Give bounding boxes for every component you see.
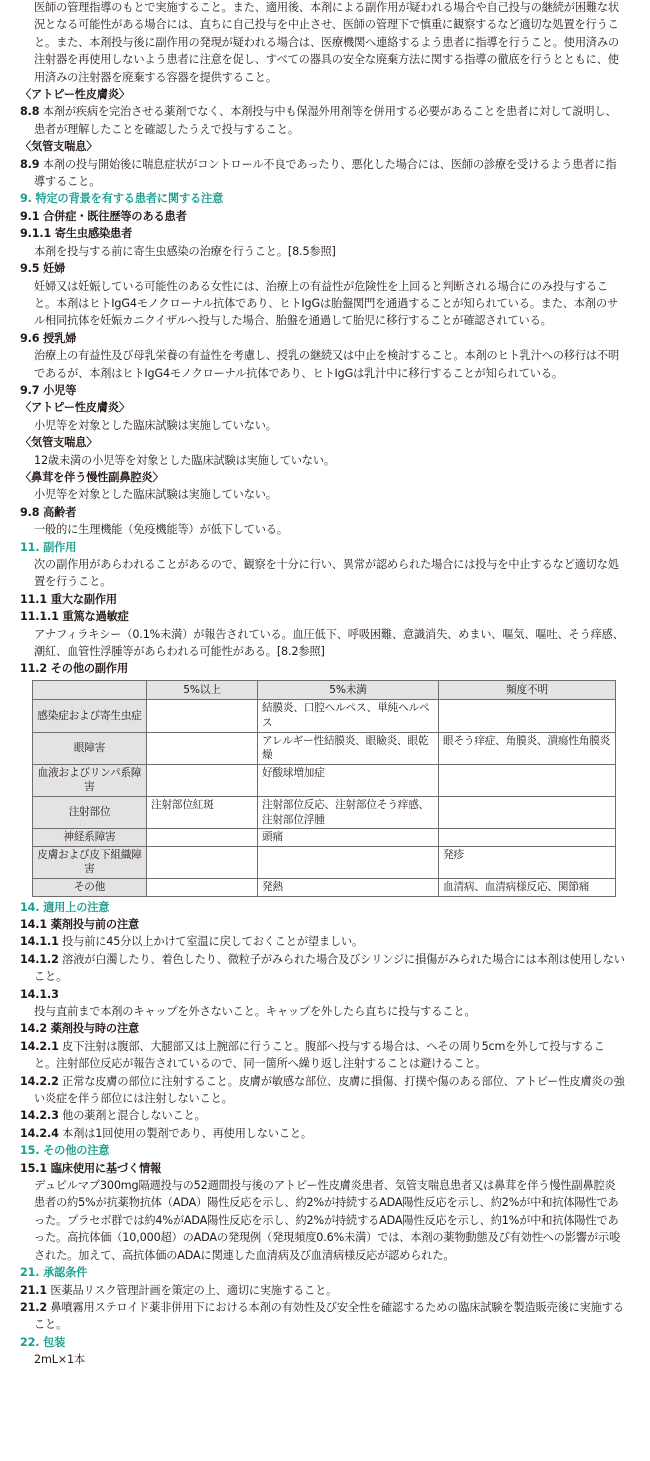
table-header-row bbox=[33, 680, 616, 700]
item-14-1-3 bbox=[20, 986, 625, 1003]
section-14-heading: 14. 適用上の注意 bbox=[20, 900, 110, 914]
text-9-8: 一般的に生理機能（免疫機能等）が低下している。 bbox=[34, 523, 288, 537]
item-21-1-text: 医薬品リスク管理計画を策定の上、適切に実施すること。 bbox=[50, 1283, 338, 1297]
item-14-2-4 bbox=[20, 1125, 625, 1142]
item-21-2-text: 鼻噴霧用ステロイド薬非併用下における本剤の有効性及び安全性を確認するための臨床試験を製造販売後に実施すること。 bbox=[34, 1300, 624, 1332]
nasal-heading-9-7: 〈鼻茸を伴う慢性副鼻腔炎〉 bbox=[20, 470, 164, 484]
table-row bbox=[33, 829, 616, 847]
item-14-2-4-text: 本剤は1回使用の製剤であり、再使用しないこと。 bbox=[62, 1126, 312, 1140]
text-9-5: 妊婦又は妊娠している可能性のある女性には、治療上の有益性が危険性を上回ると判断される場合にのみ投与すること。本剤はヒトIgG4モノクローナル抗体であり、ヒトIgGは胎盤関門を通過することが知られている。また、本剤のサル相同抗体を妊娠カニクイザルへ投与した場合、胎盤を通過して胎児に移行することが確認されている。 bbox=[34, 279, 619, 328]
item-14-2-3-number: 14.2.3 bbox=[20, 1109, 59, 1123]
intro-paragraph: 医師の管理指導のもとで実施すること。また、適用後、本剤による副作用が疑われる場合や自己投与の継続が困難な状況となる可能性がある場合には、直ちに自己投与を中止させ、医師の管理下で慎重に観察するなど適切な処置を行うこと。また、本剤投与後に副作用の発現が疑われる場合は、医療機関へ連絡するよう患者に指導を行うこと。使用済みの注射器を再使用しないよう患者に注意を促し、すべての器具の安全な廃棄方法に関する指導の徹底を行うとともに、使用済みの注射器を廃棄する容器を提供すること。 bbox=[34, 1, 619, 84]
item-21-1 bbox=[20, 1282, 625, 1299]
text-11-1-1: アナフィラキシー（0.1%未満）が報告されている。血圧低下、呼吸困難、意識消失、めまい、嘔気、嘔吐、そう痒感、潮紅、血管性浮腫等があらわれる可能性がある。[8.2参照] bbox=[34, 627, 624, 659]
item-14-2-2 bbox=[20, 1073, 625, 1108]
section-22-heading: 22. 包装 bbox=[20, 1335, 66, 1349]
item-21-1-number: 21.1 bbox=[20, 1283, 48, 1297]
text-9-1-1: 本剤を投与する前に寄生虫感染の治療を行うこと。[8.5参照] bbox=[34, 244, 336, 258]
item-8-8-number: 8.8 bbox=[20, 105, 40, 119]
item-14-2-3 bbox=[20, 1107, 625, 1124]
item-14-1-3-number: 14.1.3 bbox=[20, 987, 59, 1001]
item-14-1-2-text: 溶液が白濁したり、着色したり、微粒子がみられた場合及びシリンジに損傷がみられた場合には本剤は使用しないこと。 bbox=[34, 952, 625, 984]
item-21-2-number: 21.2 bbox=[20, 1300, 48, 1314]
cell-5pct-under bbox=[258, 846, 439, 878]
item-14-2-4-number: 14.2.4 bbox=[20, 1126, 59, 1140]
item-8-8-text: 本剤が疾病を完治させる薬剤でなく、本剤投与中も保湿外用剤等を併用する必要があることを患者に対して説明し、患者が理解したことを確認したうえで投与すること。 bbox=[34, 105, 617, 136]
row-label: 眼障害 bbox=[33, 732, 147, 764]
item-14-2-1-text: 皮下注射は腹部、大腿部又は上腕部に行うこと。腹部へ投与する場合は、へその周り5cmを外して投与すること。注射部位反応が報告されているので、同一箇所へ繰り返し注射することは避けること。 bbox=[34, 1039, 605, 1071]
heading-9-8: 9.8 高齢者 bbox=[20, 505, 77, 519]
row-label: その他 bbox=[33, 878, 147, 896]
item-14-1-2 bbox=[20, 951, 625, 986]
cell-5pct-over bbox=[147, 764, 258, 796]
heading-11-1-1: 11.1.1 重篤な過敏症 bbox=[20, 610, 129, 624]
section-9-heading: 9. 特定の背景を有する患者に関する注意 bbox=[20, 192, 224, 206]
item-8-8 bbox=[20, 103, 625, 138]
table-header-5pct-under: 5%未満 bbox=[258, 680, 439, 700]
cell-5pct-under: 頭痛 bbox=[258, 829, 439, 847]
cell-unknown: 眼そう痒症、角膜炎、潰瘍性角膜炎 bbox=[439, 732, 616, 764]
row-label: 皮膚および皮下組織障害 bbox=[33, 846, 147, 878]
asthma-heading-8: 〈気管支喘息〉 bbox=[20, 140, 98, 154]
cell-5pct-over bbox=[147, 846, 258, 878]
item-14-2-1-number: 14.2.1 bbox=[20, 1039, 59, 1053]
item-14-2-3-text: 他の薬剤と混合しないこと。 bbox=[62, 1109, 206, 1123]
asthma-heading-9-7: 〈気管支喘息〉 bbox=[20, 436, 98, 450]
cell-5pct-over bbox=[147, 700, 258, 732]
cell-unknown: 発疹 bbox=[439, 846, 616, 878]
text-9-7-atopic: 小児等を対象とした臨床試験は実施していない。 bbox=[34, 418, 277, 432]
row-label: 感染症および寄生虫症 bbox=[33, 700, 147, 732]
cell-5pct-under: 注射部位反応、注射部位そう痒感、注射部位浮腫 bbox=[258, 797, 439, 829]
item-8-9 bbox=[20, 156, 625, 191]
cell-5pct-under: 発熱 bbox=[258, 878, 439, 896]
heading-9-7: 9.7 小児等 bbox=[20, 383, 77, 397]
cell-5pct-over bbox=[147, 829, 258, 847]
cell-5pct-under: アレルギー性結膜炎、眼瞼炎、眼乾燥 bbox=[258, 732, 439, 764]
section-21-heading: 21. 承認条件 bbox=[20, 1266, 88, 1280]
item-14-1-3-text: 投与直前まで本剤のキャップを外さないこと。キャップを外したら直ちに投与すること。 bbox=[34, 1005, 476, 1018]
cell-5pct-over: 注射部位紅斑 bbox=[147, 797, 258, 829]
package-insert-page bbox=[20, 0, 625, 1369]
item-14-1-1-text: 投与前に45分以上かけて室温に戻しておくことが望ましい。 bbox=[62, 935, 364, 949]
section-15-heading: 15. その他の注意 bbox=[20, 1144, 110, 1158]
table-header-5pct-over: 5%以上 bbox=[147, 680, 258, 700]
table-row bbox=[33, 700, 616, 732]
text-15-1: デュピルマブ300mg隔週投与の52週間投与後のアトピー性皮膚炎患者、気管支喘息患者又は鼻茸を伴う慢性副鼻腔炎患者の約5%が抗薬物抗体（ADA）陽性反応を示し、約2%が持続するADA陽性反応を示し、約2%が中和抗体陽性であった。プラセボ群では約4%がADA陽性反応を示し、約2%が持続するADA陽性反応を示し、約1%が中和抗体陽性であった。高抗体価（10,000超）のADAの発現例（発現頻度0.6%未満）では、本剤の薬物動態及び有効性への影響が示唆された。加えて、高抗体価のADAに関連した血清病及び血清病様反応が認められた。 bbox=[34, 1179, 621, 1262]
text-11-intro: 次の副作用があらわれることがあるので、観察を十分に行い、異常が認められた場合には投与を中止するなど適切な処置を行うこと。 bbox=[34, 558, 619, 589]
cell-unknown bbox=[439, 700, 616, 732]
heading-11-2: 11.2 その他の副作用 bbox=[20, 662, 129, 676]
adverse-reactions-table bbox=[32, 680, 616, 897]
text-9-7-nasal: 小児等を対象とした臨床試験は実施していない。 bbox=[34, 488, 277, 502]
cell-5pct-over bbox=[147, 878, 258, 896]
heading-11-1: 11.1 重大な副作用 bbox=[20, 592, 117, 606]
cell-5pct-under: 結膜炎、口腔ヘルペス、単純ヘルペス bbox=[258, 700, 439, 732]
item-14-2-2-number: 14.2.2 bbox=[20, 1074, 59, 1088]
item-14-1-1-number: 14.1.1 bbox=[20, 935, 59, 949]
cell-unknown bbox=[439, 797, 616, 829]
text-22: 2mL×1本 bbox=[34, 1353, 86, 1367]
cell-5pct-under: 好酸球増加症 bbox=[258, 764, 439, 796]
table-row bbox=[33, 764, 616, 796]
table-row bbox=[33, 846, 616, 878]
cell-unknown bbox=[439, 829, 616, 847]
heading-14-2: 14.2 薬剤投与時の注意 bbox=[20, 1022, 140, 1036]
item-14-2-1 bbox=[20, 1038, 625, 1073]
heading-9-5: 9.5 妊婦 bbox=[20, 262, 66, 276]
heading-9-1-1: 9.1.1 寄生虫感染患者 bbox=[20, 227, 133, 241]
row-label: 神経系障害 bbox=[33, 829, 147, 847]
row-label: 注射部位 bbox=[33, 797, 147, 829]
item-8-9-text: 本剤の投与開始後に喘息症状がコントロール不良であったり、悪化した場合には、医師の診療を受けるよう患者に指導すること。 bbox=[34, 157, 617, 189]
item-21-2 bbox=[20, 1299, 625, 1334]
item-14-1-1 bbox=[20, 933, 625, 950]
item-14-1-2-number: 14.1.2 bbox=[20, 952, 59, 966]
cell-unknown: 血清病、血清病様反応、関節痛 bbox=[439, 878, 616, 896]
atopic-heading-9-7: 〈アトピー性皮膚炎〉 bbox=[20, 401, 130, 415]
item-14-2-2-text: 正常な皮膚の部位に注射すること。皮膚が敏感な部位、皮膚に損傷、打撲や傷のある部位、アトピー性皮膚炎の強い炎症を伴う部位には注射しないこと。 bbox=[34, 1074, 625, 1106]
heading-9-1: 9.1 合併症・既往歴等のある患者 bbox=[20, 209, 187, 223]
table-row bbox=[33, 878, 616, 896]
item-8-9-number: 8.9 bbox=[20, 157, 40, 171]
cell-5pct-over bbox=[147, 732, 258, 764]
heading-9-6: 9.6 授乳婦 bbox=[20, 331, 77, 345]
section-11-heading: 11. 副作用 bbox=[20, 540, 77, 554]
table-row bbox=[33, 732, 616, 764]
table-header-unknown: 頻度不明 bbox=[439, 680, 616, 700]
cell-unknown bbox=[439, 764, 616, 796]
row-label: 血液およびリンパ系障害 bbox=[33, 764, 147, 796]
text-9-7-asthma: 12歳未満の小児等を対象とした臨床試験は実施していない。 bbox=[34, 453, 335, 467]
heading-15-1: 15.1 臨床使用に基づく情報 bbox=[20, 1161, 162, 1175]
table-header-corner bbox=[33, 680, 147, 700]
table-row bbox=[33, 797, 616, 829]
text-9-6: 治療上の有益性及び母乳栄養の有益性を考慮し、授乳の継続又は中止を検討すること。本剤のヒト乳汁への移行は不明であるが、本剤はヒトIgG4モノクローナル抗体であり、ヒトIgGは乳汁中に移行することが知られている。 bbox=[34, 349, 619, 380]
atopic-heading-8: 〈アトピー性皮膚炎〉 bbox=[20, 88, 130, 102]
heading-14-1: 14.1 薬剤投与前の注意 bbox=[20, 917, 140, 931]
